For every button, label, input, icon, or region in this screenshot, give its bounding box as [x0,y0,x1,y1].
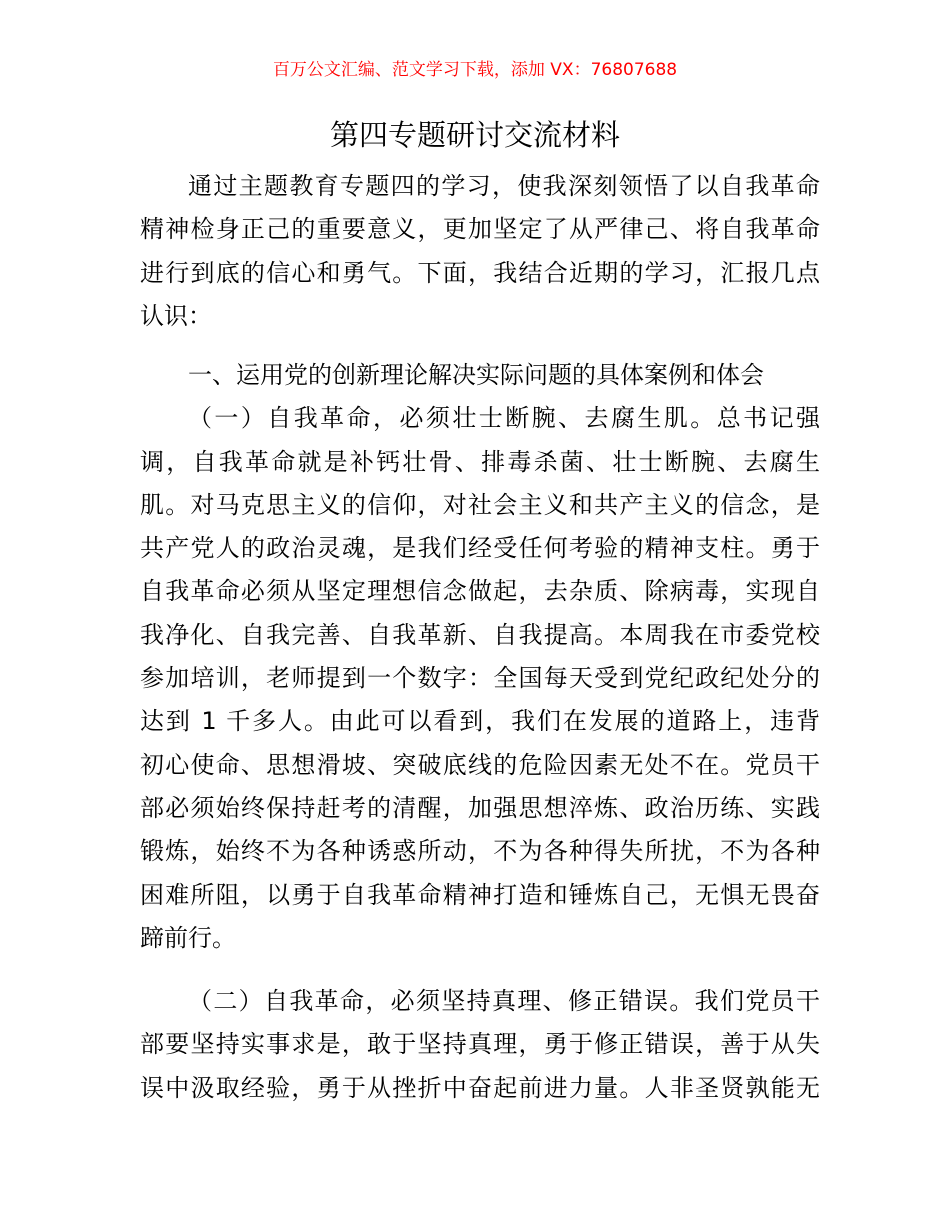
text-line: 达到 1 千多人。由此可以看到，我们在发展的道路上，违背 [140,707,820,736]
text-line: 认识： [140,301,212,330]
text-line: 肌。对马克思主义的信仰，对社会主义和共产主义的信念，是 [140,490,820,519]
text-line: 参加培训，老师提到一个数字：全国每天受到党纪政纪处分的 [140,664,820,693]
text-line: 精神检身正己的重要意义，更加坚定了从严律己、将自我革命 [140,215,820,244]
text-line: 锻炼，始终不为各种诱惑所动，不为各种得失所扰，不为各种 [140,837,820,866]
section-heading: 一、运用党的创新理论解决实际问题的具体案例和体会 [188,361,764,389]
text-line: 蹄前行。 [140,923,236,952]
subsection-two [140,980,820,1110]
text-line: 共产党人的政治灵魂，是我们经受任何考验的精神支柱。勇于 [140,534,820,563]
text-line: 初心使命、思想滑坡、突破底线的危险因素无处不在。党员干 [140,750,820,779]
text-line: 进行到底的信心和勇气。下面，我结合近期的学习，汇报几点 [140,258,820,287]
subsection-heading-line: （一）自我革命，必须壮士断腕、去腐生肌。总书记强 [188,404,820,433]
text-line: 通过主题教育专题四的学习，使我深刻领悟了以自我革命 [188,172,820,200]
text-line: 部必须始终保持赶考的清醒，加强思想淬炼、政治历练、实践 [140,793,820,822]
text-line: 调，自我革命就是补钙壮骨、排毒杀菌、壮士断腕、去腐生 [140,447,820,476]
header-notice: 百万公文汇编、范文学习下载，添加 VX：76807688 [272,60,678,80]
section-one [140,354,820,960]
text-line: 部要坚持实事求是，敢于坚持真理，勇于修正错误，善于从失 [140,1030,820,1059]
text-line: 我净化、自我完善、自我革新、自我提高。本周我在市委党校 [140,620,820,649]
text-line: 困难所阻，以勇于自我革命精神打造和锤炼自己，无惧无畏奋 [140,880,820,909]
intro-paragraph [140,165,820,338]
text-line: 自我革命必须从坚定理想信念做起，去杂质、除病毒，实现自 [140,577,820,606]
document-title: 第四专题研讨交流材料 [329,118,620,152]
text-line: 误中汲取经验，勇于从挫折中奋起前进力量。人非圣贤孰能无 [140,1073,820,1102]
subsection-heading-line: （二）自我革命，必须坚持真理、修正错误。我们党员干 [188,987,820,1015]
